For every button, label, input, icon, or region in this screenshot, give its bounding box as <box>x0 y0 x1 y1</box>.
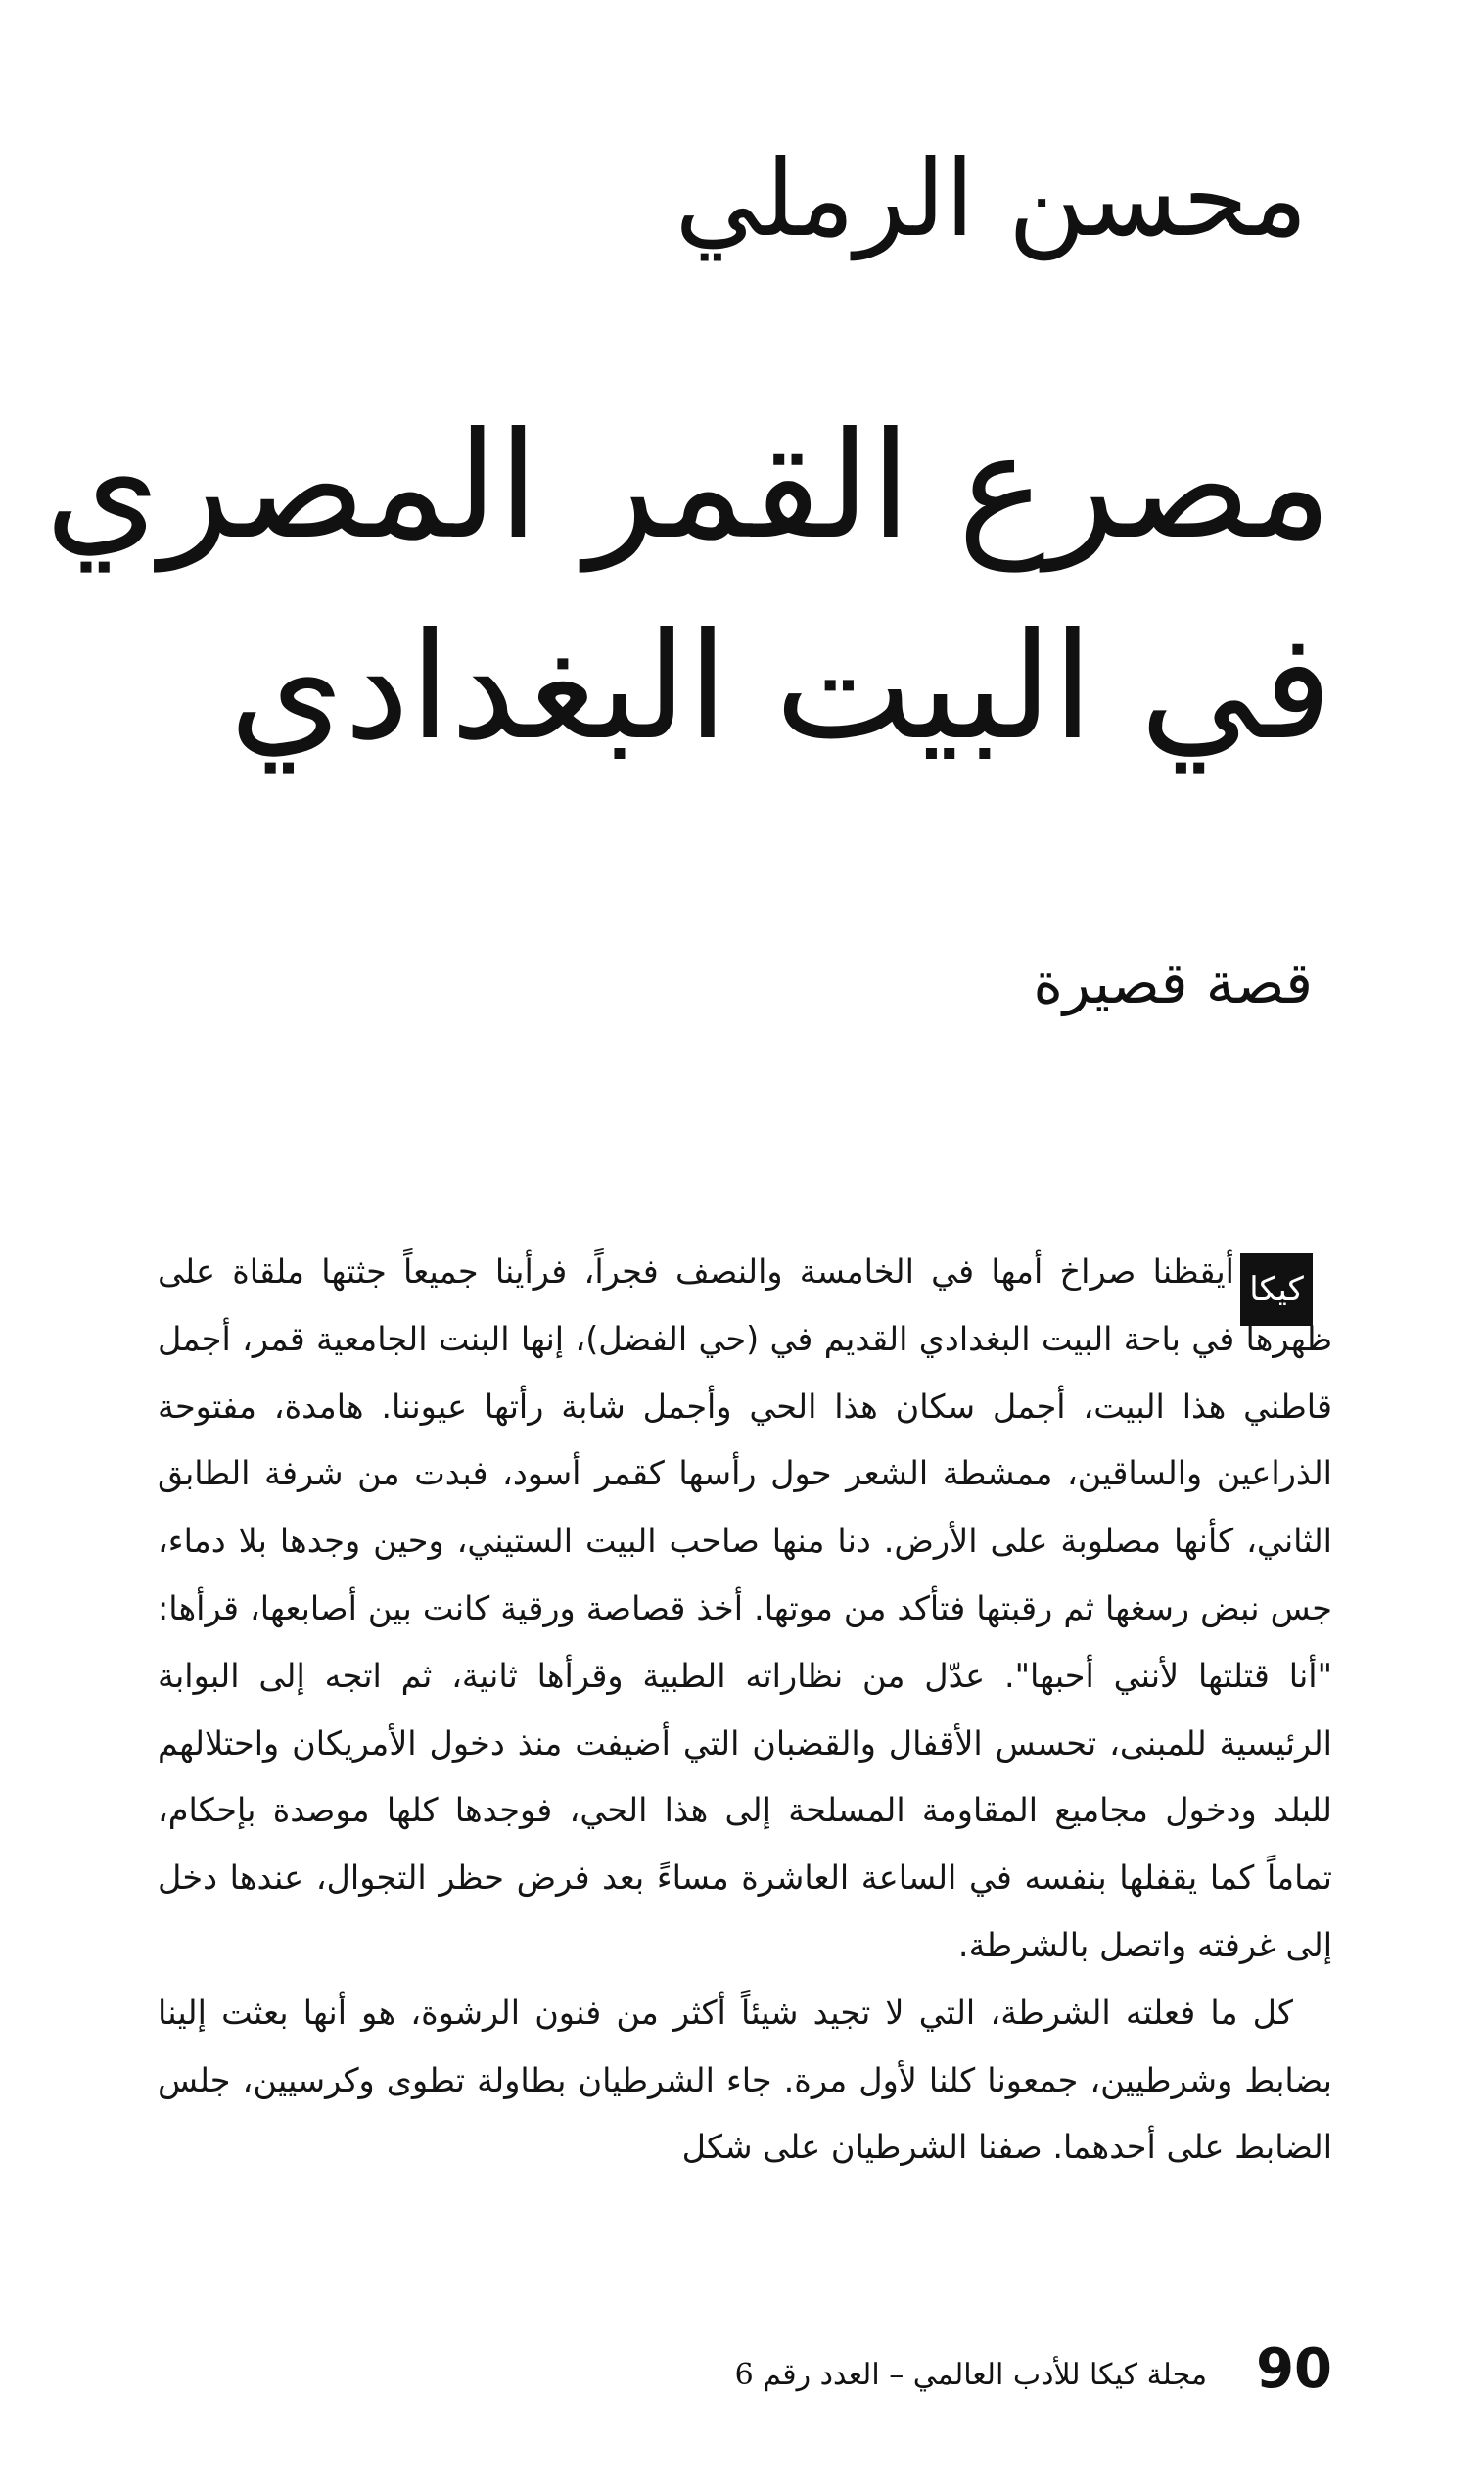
title-line: في البيت البغدادي <box>229 602 1332 773</box>
title-line: مصرع القمر المصري <box>44 401 1332 572</box>
journal-name: مجلة كيكا للأدب العالمي – العدد رقم 6 <box>734 2358 1208 2392</box>
kika-logo: كيكا <box>1240 1253 1313 1326</box>
story-body <box>158 1239 1332 2182</box>
paragraph: كل ما فعلته الشرطة، التي لا تجيد شيئاً أكثر من فنون الرشوة، هو أنها بعثت إلينا بضابط وشرطيين، جمعونا كلنا لأول مرة. جاء الشرطيان بطاولة تطوى وكرسيين، جلس الضابط على أحدهما. صفنا الشرطيان على شكل <box>158 1993 1332 2167</box>
paragraph: أيقظنا صراخ أمها في الخامسة والنصف فجراً، فرأينا جميعاً جثتها ملقاة على ظهرها في باحة البيت البغدادي القديم في (حي الفضل)، إنها البنت الجامعية قمر، أجمل قاطني هذا البيت، أجمل سكان هذا الحي وأجمل شابة رأتها عيوننا. هامدة، مفتوحة الذراعين والساقين، ممشطة الشعر حول رأسها كقمر أسود، فبدت من شرفة الطابق الثاني، كأنها مصلوبة على الأرض. دنا منها صاحب البيت الستيني، وحين وجدها بلا دماء، جس نبض رسغها ثم رقبتها فتأكد من موتها. أخذ قصاصة ورقية كانت بين أصابعها، قرأها: "أنا قتلتها لأنني أحبها". عدّل من نظاراته الطبية وقرأها ثانية، ثم اتجه إلى البوابة الرئيسية للمبنى، تحسس الأقفال والقضبان التي أضيفت منذ دخول الأمريكان واحتلالهم للبلد ودخول مجاميع المقاومة المسلحة إلى هذا الحي، فوجدها كلها موصدة بإحكام، تماماً كما يقفلها بنفسه في الساعة العاشرة مساءً بعد فرض حظر التجوال، عندها دخل إلى غرفته واتصل بالشرطة. <box>158 1252 1332 1964</box>
genre-label: قصة قصيرة <box>1033 950 1313 1016</box>
page-footer <box>152 2337 1332 2401</box>
page-number: 90 <box>1256 2337 1332 2401</box>
story-title <box>44 387 1332 788</box>
author-name: محسن الرملي <box>674 138 1308 260</box>
